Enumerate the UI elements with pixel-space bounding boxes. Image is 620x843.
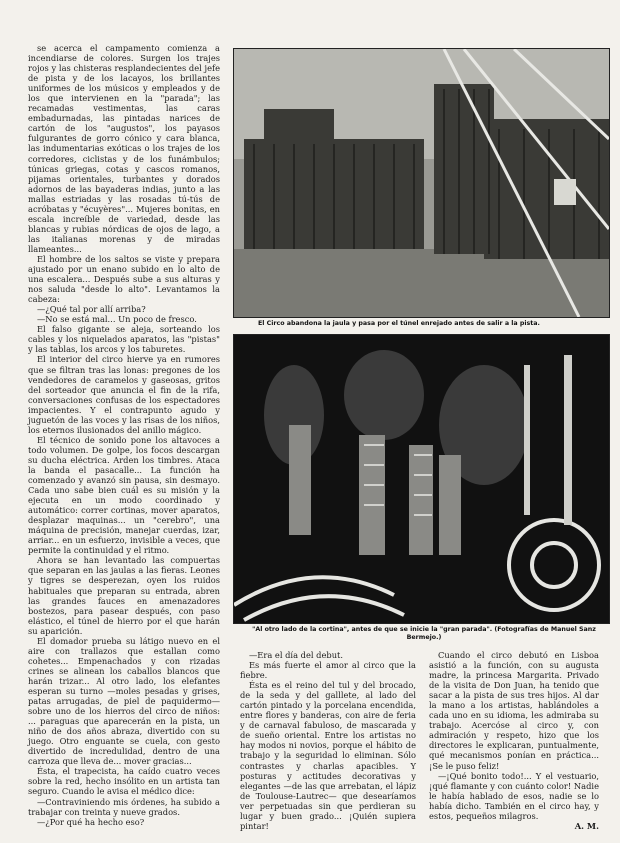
paragraph: Es más fuerte el amor al circo que la fiebre. — [240, 660, 416, 681]
article-left-column — [28, 43, 220, 827]
circus-performers-illustration — [234, 335, 609, 623]
photo-caption: El Circo abandona la jaula y pasa por el túnel enrejado antes de salir a la pista. — [258, 320, 540, 327]
paragraph: se acerca el campamento comienza a incendiarse de colores. Surgen los trajes rojos y las chisteras resplandecientes del jefe de pista y de los lacayos, los brillantes uniformes de los músicos y empleados y de los que intervienen en la "parada"; las recamadas vestimentas, las caras embadurnadas, las pintadas narices de cartón de los "augustos", los payasos fulgurantes de gorro cónico y cara blanca, las indumentarias exóticas o los trajes de los corredores, ciclistas y de los funámbulos; túnicas griegas, cotas y cascos romanos, pijamas orientales, turbantes y dorados adornos de las bayaderas indias, junto a las mallas estriadas y las rosadas tú-tús de acróbatas y "écuyères"... Mujeres bonitas, en escala increíble de variedad, desde las blancas y rubias nórdicas de ojos de lago, a las italianas morenas y de miradas llameantes... — [28, 43, 220, 254]
paragraph: El domador prueba su látigo nuevo en el aire con trallazos que estallan como cohetes... Empenachados y con rizadas crines se alinean los caballos blancos que harán trizar... Al otro lado, los elefantes esperan su turno —moles pesadas y grises, patas arrugadas, de piel de paquidermo— sobre uno de los hierros del circo de niños: ... paraguas que aparecerán en la pista, un niño de dos años abraza, divertido con su juego. Otro enguante se cuela, con gesto divertido de incredulidad, dentro de una carroza que lleva de... mover gracias... — [28, 635, 220, 767]
paragraph: El técnico de sonido pone los altavoces a todo volumen. De golpe, los focos descargan su ducha eléctrica. Arden los timbres. Ataca la banda el pasacalle... La función ha comenzado y avanzó sin pausa, sin desmayo. Cada uno sabe bien cuál es su misión y la ejecuta en un modo coordinado y automático: correr cortinas, mover aparatos, desplazar maquinas... un "cerebro", una máquina de precisión, manejar cuerdas, izar, arriar... en un esfuerzo, invisible a veces, que permite la continuidad y el ritmo. — [28, 434, 220, 556]
article-bottom-middle-column — [240, 650, 416, 831]
circus-cages-illustration — [234, 49, 609, 317]
paragraph: Ésta, el trapecista, ha caído cuatro veces sobre la red, hecho insólito en un artista tan seguro. Cuando le avisa el médico dice: — [28, 766, 220, 797]
paragraph: El falso gigante se aleja, sorteando los cables y los niquelados aparatos, las "pistas" y las tablas, los arcos y los taburetes. — [28, 324, 220, 355]
paragraph: Cuando el circo debutó en Lisboa asistió a la función, con su augusta madre, la princesa Margarita. Privado de la visita de Don Juan, ha tenido que sacar a la pista de sus tres hijos. Al dar la mano a los artistas, hablándoles a cada uno en su idioma, les admiraba su trabajo. Acercóse al circo y, con admiración y respeto, hizo que los directores le explicaran, puntualmente, qué mecanismos ponían en práctica... ¡Se le puso feliz! — [429, 650, 599, 771]
article-bottom-right-column — [429, 650, 599, 831]
paragraph: El interior del circo hierve ya en rumores que se filtran tras las lonas: pregones de los vendedores de caramelos y gaseosas, gritos del sorteador que anuncia el fin de la rifa, conversaciones confusas de los espectadores impacientes. Y el contrapunto agudo y juguetón de las voces y las risas de los niños, los eternos ilusionados del anillo mágico. — [28, 354, 220, 435]
paragraph: —¡Qué bonito todo!... Y el vestuario, ¡qué flamante y con cuánto color! Nadie le había hablado de esos, nadie se lo había dicho. También en el circo hay, y estos, pequeños milagros. — [429, 770, 599, 821]
paragraph: —Contraviniendo mis órdenes, ha subido a trabajar con treinta y nueve grados. — [28, 796, 220, 817]
paragraph: Ahora se han levantado las compuertas que separan en las jaulas a las fieras. Leones y tigres se desperezan, oyen los ruidos habituales que preparan su entrada, abren las grandes fauces en amenazadores bostezos, para pasear después, con paso elástico, el túnel de hierro por el que harán su aparición. — [28, 555, 220, 636]
paragraph: —¿Qué tal por allí arriba? — [37, 304, 146, 315]
paragraph: El hombre de los saltos se viste y prepara ajustado por un enano subido en lo alto de una escalera... Después sube a sus alturas y nos saluda "desde lo alto". Levantamos la cabeza: — [28, 253, 220, 305]
photo-circus-performers — [233, 334, 610, 624]
paragraph: —No se está mal... Un poco de fresco. — [37, 314, 197, 325]
paragraph: —Era el día del debut. — [249, 650, 344, 660]
author-signature: A. M. — [574, 820, 599, 831]
photo-circus-cages — [233, 48, 610, 318]
photo-caption: "Al otro lado de la cortina", antes de que se inicie la "gran parada". (Fotografías de Manuel Sanz Bermejo.) — [252, 626, 596, 641]
paragraph: —¿Por qué ha hecho eso? — [37, 816, 145, 827]
paragraph: Ésta es el reino del tul y del brocado, de la seda y del galllete, al lado del cartón pintado y la porcelana encendida, entre flores y banderas, con aire de feria y de carnaval fabuloso, de mascarada y de sueño oriental. Entre los artistas no hay modos ni novios, porque el hábito de trabajo y la seguridad lo eliminan. Sólo contrastes y charlas apacibles. Y posturas y actitudes decorativas y elegantes —de las que arrebatan, el lápiz de Toulouse-Lautrec— que desearíamos ver perpetuadas sin que perdieran su lugar y buen grado... ¡Quién supiera pintar! — [240, 680, 416, 831]
